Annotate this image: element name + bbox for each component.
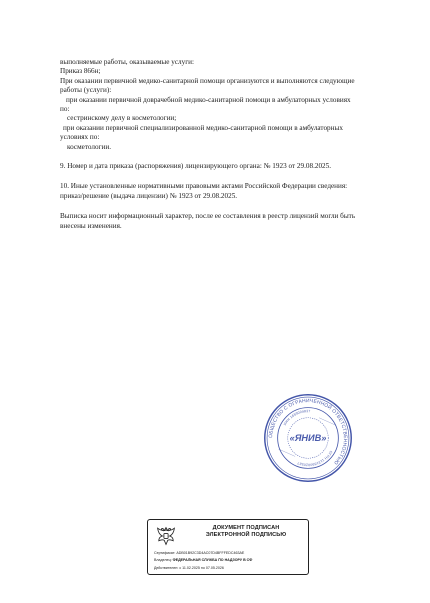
text-line-conditions: условиях по: (60, 133, 100, 142)
seal-inn-text: ИНН 1659004837 (282, 409, 311, 427)
signature-heading-line1: ДОКУМЕНТ ПОДПИСАН (212, 525, 280, 531)
russian-coat-of-arms-icon (154, 524, 178, 548)
seal-center-text: «ЯНИВ» (289, 433, 327, 444)
signature-heading (192, 525, 300, 538)
owner-value: ФЕДЕРАЛЬНАЯ СЛУЖБА ПО НАДЗОРУ В СФ (172, 558, 253, 563)
signature-heading-line2: ЭЛЕКТРОННОЙ ПОДПИСЬЮ (205, 531, 287, 538)
electronic-signature-stamp (147, 519, 309, 575)
text-line-prehospital-care: при оказании первичной доврачебной медико-санитарной помощи в амбулаторных условиях (66, 95, 351, 104)
validity-label: Действителен: (154, 565, 179, 570)
validity-value: с 11.02.2025 по 07.05.2026 (179, 565, 224, 570)
text-line-works: выполняемые работы, оказываемые услуги: (60, 58, 194, 66)
signature-details (154, 550, 306, 572)
disclaimer-line2: внесены изменения. (60, 221, 122, 230)
text-line-nursing-cosmetology: сестринскому делу в косметологии; (67, 114, 177, 123)
document-body (60, 58, 380, 231)
owner-label: Владелец: (154, 558, 172, 563)
item-10-line1: 10. Иные установленные нормативными правовыми актами Российской Федерации сведения: (60, 182, 348, 191)
signature-certificate-row (154, 550, 306, 557)
text-line-specialized-care: при оказании первичной специализированной медико-санитарной помощи в амбулаторных (63, 123, 343, 132)
seal-ogrn-text: ОГРН 1131690020587 (296, 449, 334, 467)
text-line-order: Приказ 866н; (60, 67, 101, 76)
signature-owner-row (154, 557, 306, 564)
text-line-cosmetology: косметологии. (67, 142, 111, 151)
text-line-primary-care: При оказании первичной медико-санитарной помощи организуются и выполняются следующие (60, 76, 355, 85)
text-line-works-services: работы (услуги): (60, 86, 112, 95)
text-line-by: по: (60, 105, 70, 114)
disclaimer-line1: Выписка носит информационный характер, после ее составления в реестр лицензий могли быть (60, 212, 356, 221)
company-seal-stamp (262, 392, 354, 484)
signature-validity-row (154, 565, 306, 572)
seal-ring-text: ОБЩЕСТВО С ОГРАНИЧЕННОЙ ОТВЕТСТВЕННОСТЬЮ (269, 399, 347, 466)
certificate-value: ADB01B92C3D4AC07D4BFFFEDC463AE (176, 551, 245, 555)
item-10-line2: приказ/решение (выдача лицензии) № 1923 от 29.08.2025. (60, 191, 238, 200)
item-9-order-number: 9. Номер и дата приказа (распоряжения) лицензирующего органа: № 1923 от 29.08.2025. (60, 162, 332, 171)
certificate-label: Сертификат: (154, 551, 176, 555)
